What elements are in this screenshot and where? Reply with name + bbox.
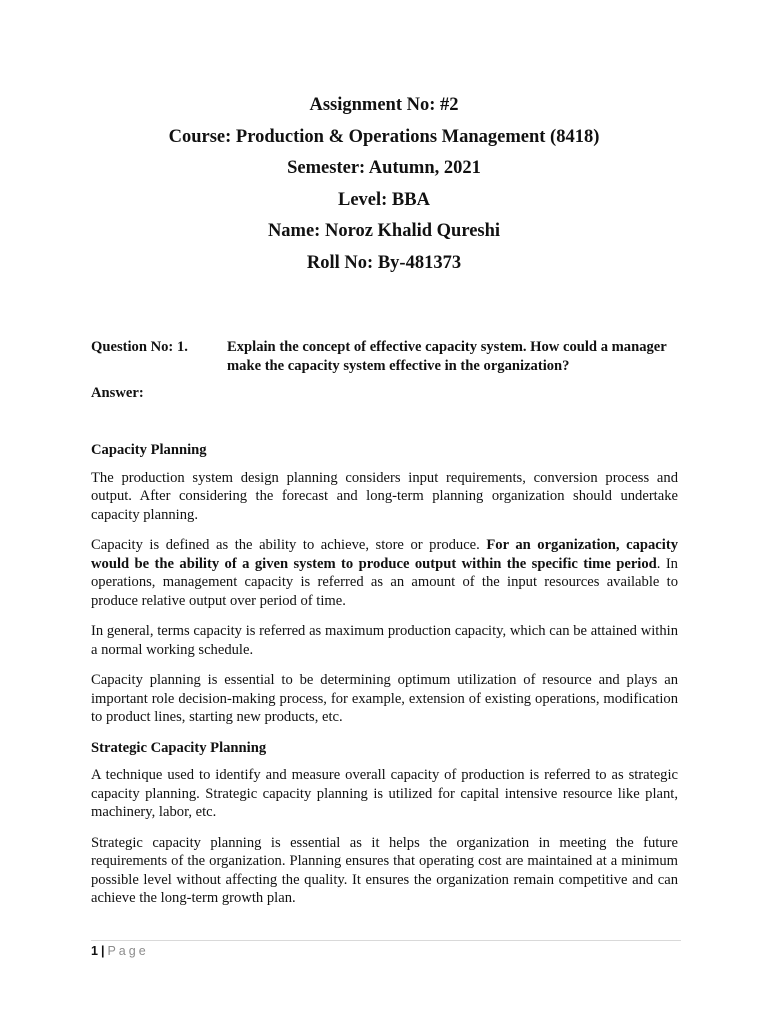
page-footer	[91, 944, 149, 958]
course-title: Course: Production & Operations Management (8418)	[168, 126, 600, 147]
question-text: Explain the concept of effective capacity system. How could a manager make the capacity system effective in the organization?	[227, 339, 667, 374]
roll-number: Roll No: By-481373	[306, 252, 462, 273]
title-block	[0, 90, 768, 280]
page-number: 1	[91, 944, 98, 958]
paragraph: The production system design planning considers input requirements, conversion process and output. After considering the forecast and long-term planning organization should undertake capacity planning.	[91, 469, 678, 523]
paragraph-text: Capacity is defined as the ability to achieve, store or produce.	[91, 537, 487, 553]
bold-definition: For an organization, capacity would be the ability of a given system to produce output within the specific time period	[91, 537, 678, 572]
paragraph: Capacity planning is essential to be determining optimum utilization of resource and plays an important role decision-making process, for example, extension of existing operations, modification to product lines, starting new products, etc.	[91, 672, 678, 725]
paragraph: A technique used to identify and measure overall capacity of production is referred to as strategic capacity planning. Strategic capacity planning is utilized for capital intensive resource like plant, machinery, labor, etc.	[91, 767, 678, 820]
section-heading-strategic-capacity-planning: Strategic Capacity Planning	[91, 739, 267, 756]
footer-separator: |	[100, 944, 105, 958]
section-heading-capacity-planning: Capacity Planning	[91, 442, 207, 458]
paragraph: In general, terms capacity is referred as maximum production capacity, which can be attained within a normal working schedule.	[91, 623, 678, 658]
semester: Semester: Autumn, 2021	[287, 158, 481, 179]
paragraph: Strategic capacity planning is essential as it helps the organization in meeting the future requirements of the organization. Planning ensures that operating cost are maintained at a minimum possible level without affecting the quality. It ensures the organization remain competitive and can achieve the long-term growth plan.	[91, 834, 678, 906]
level: Level: BBA	[338, 189, 430, 210]
page-word: Page	[107, 944, 149, 958]
question-label: Question No: 1.	[91, 339, 188, 355]
answer-label: Answer:	[91, 385, 144, 401]
assignment-number: Assignment No: #2	[309, 95, 459, 115]
paragraph-text: . In operations, management capacity is referred as an amount of the input resources available to produce relative output over period of time.	[91, 555, 678, 609]
paragraph-capacity-definition	[91, 536, 678, 610]
answer-body	[91, 441, 678, 920]
footer-divider	[91, 940, 681, 941]
student-name: Name: Noroz Khalid Qureshi	[267, 221, 501, 242]
